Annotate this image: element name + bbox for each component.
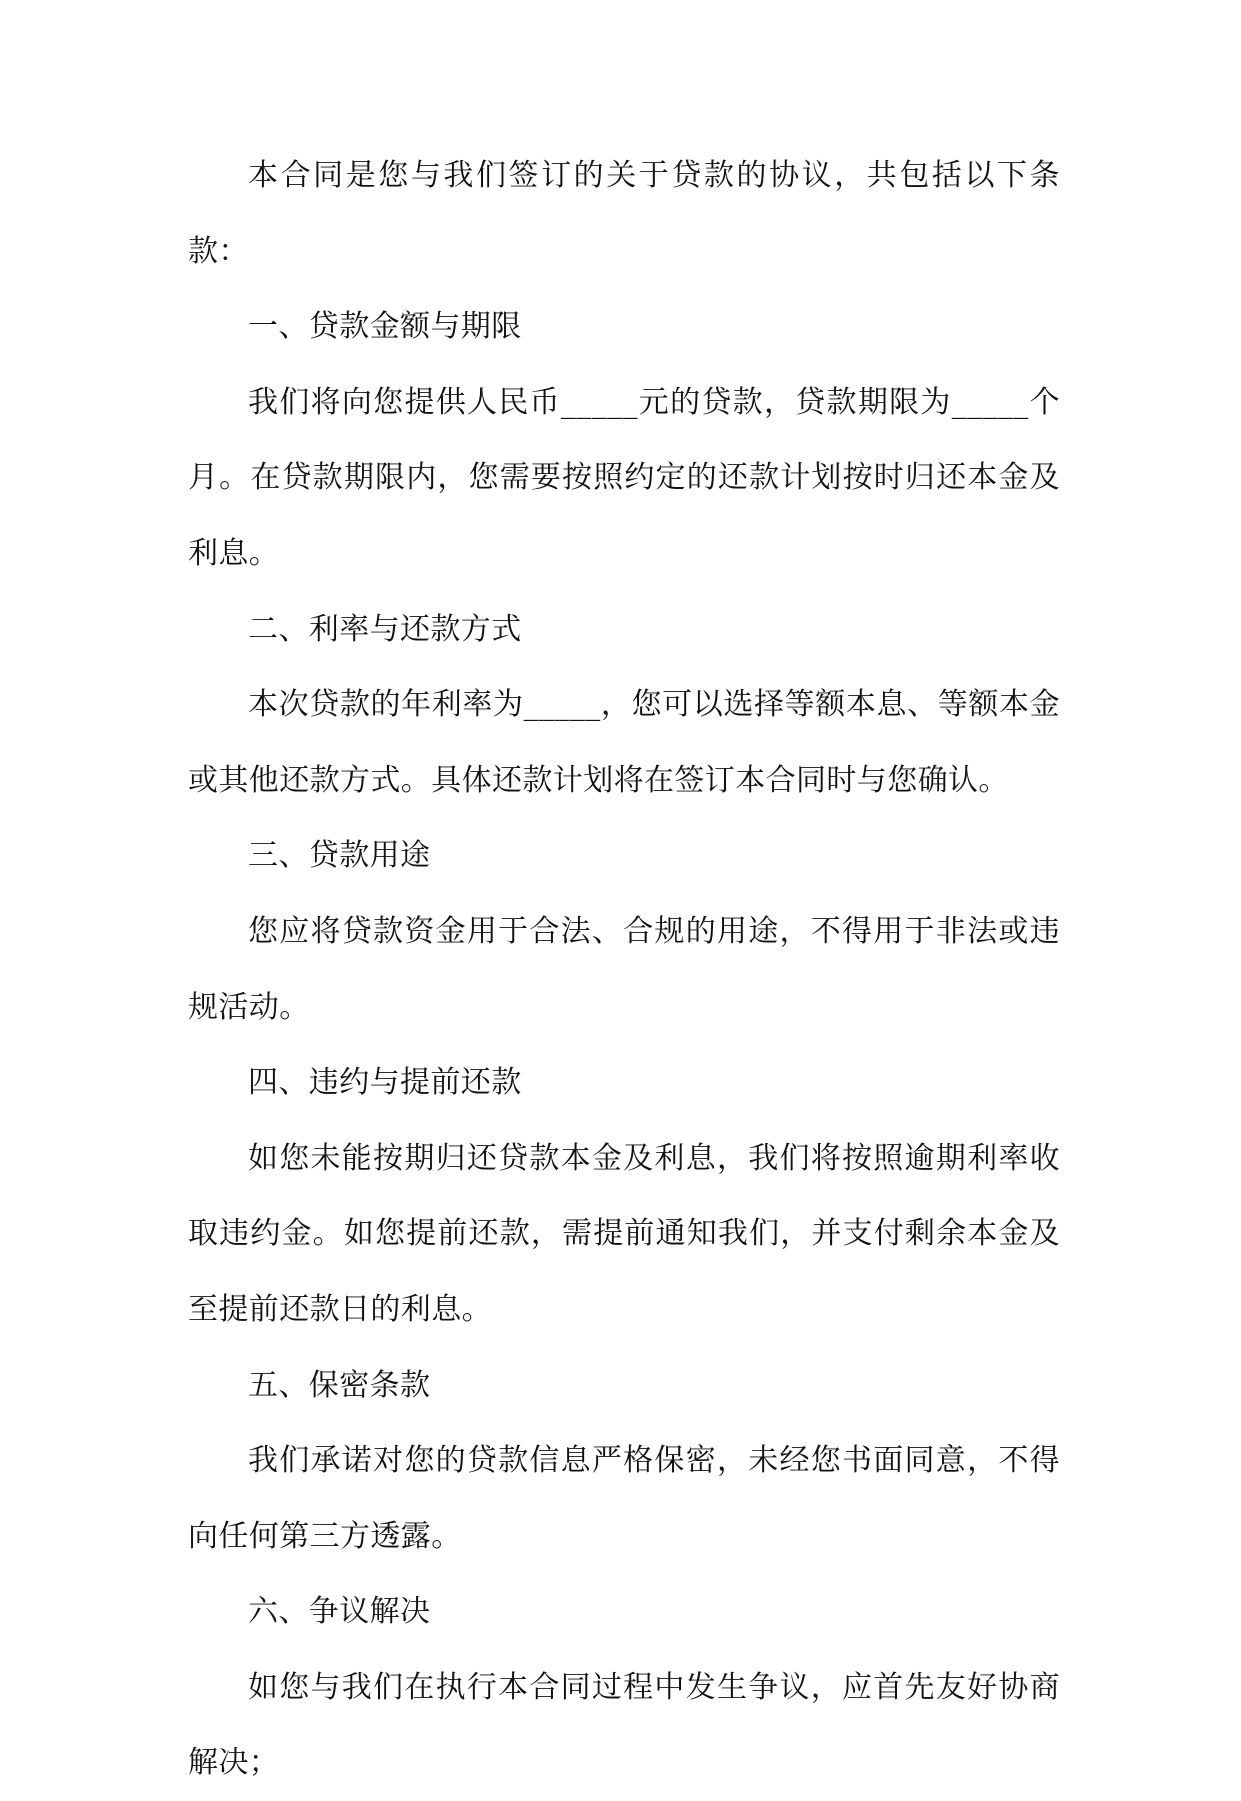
section-heading-interest-repayment: 二、利率与还款方式 [248,611,522,647]
section-body-default-prepayment: 如您未能按期归还贷款本金及利息，我们将按照逾期利率收取违约金。如您提前还款，需提前通知我们，并支付剩余本金及至提前还款日的利息。 [188,1140,1060,1327]
section-heading-loan-purpose: 三、贷款用途 [248,838,431,874]
section-body-loan-purpose: 您应将贷款资金用于合法、合规的用途，不得用于非法或违规活动。 [188,913,1060,1025]
section-body-interest-repayment: 本次贷款的年利率为_____，您可以选择等额本息、等额本金或其他还款方式。具体还款计划将在签订本合同时与您确认。 [188,687,1060,798]
section-heading-default-prepayment: 四、违约与提前还款 [248,1065,522,1101]
section-body-amount-term: 我们将向您提供人民币_____元的贷款，贷款期限为_____个月。在贷款期限内，您需要按照约定的还款计划按时归还本金及利息。 [188,384,1060,571]
section-body-confidentiality: 我们承诺对您的贷款信息严格保密，未经您书面同意，不得向任何第三方透露。 [188,1443,1060,1554]
document-body [188,138,1060,1801]
section-body-dispute-resolution: 如您与我们在执行本合同过程中发生争议，应首先友好协商解决； [188,1669,1060,1781]
section-heading-amount-term: 一、贷款金额与期限 [248,309,522,345]
intro-paragraph: 本合同是您与我们签订的关于贷款的协议，共包括以下条款： [188,158,1060,269]
section-heading-dispute-resolution: 六、争议解决 [248,1594,431,1630]
section-heading-confidentiality: 五、保密条款 [248,1367,431,1403]
